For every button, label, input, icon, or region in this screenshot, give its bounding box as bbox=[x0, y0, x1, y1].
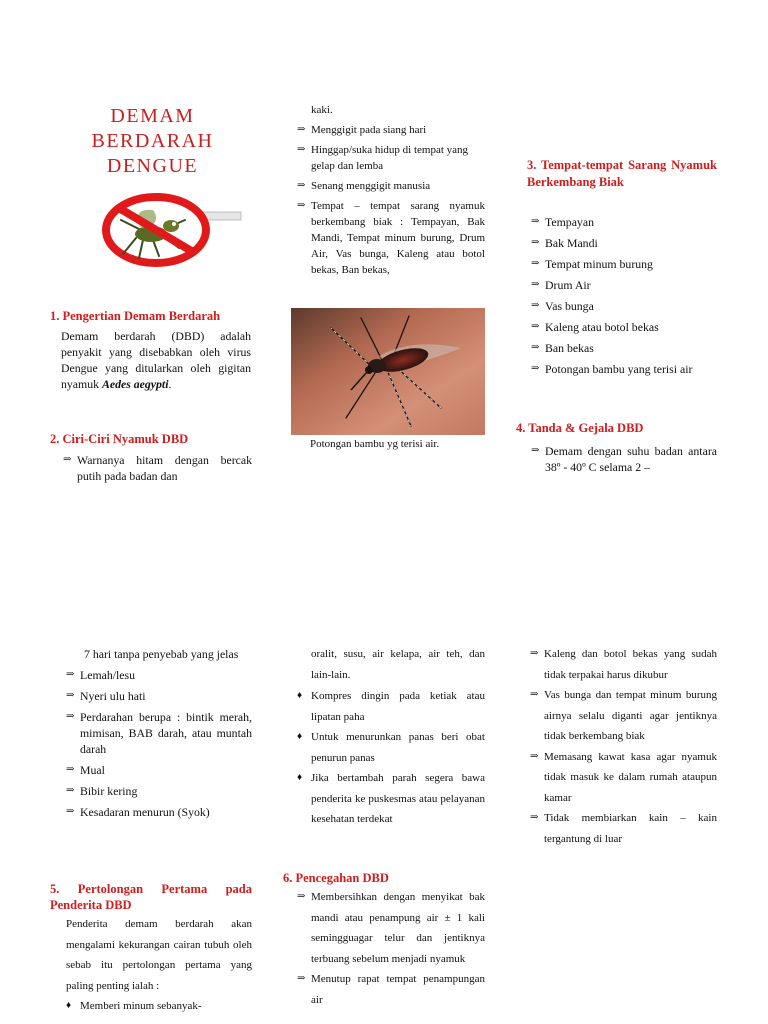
gejala-list-continued bbox=[66, 646, 252, 820]
arrow-icon: ⇒ bbox=[66, 764, 75, 775]
list-item: ⇒ Demam dengan suhu badan antara 38º - 40º C selama 2 – bbox=[531, 444, 717, 474]
list-gejala-top bbox=[531, 443, 717, 475]
ciri-list-continued bbox=[297, 102, 485, 278]
arrow-icon: ⇒ bbox=[530, 812, 539, 823]
section-heading-tempat: 3. Tempat-tempat Sarang Nyamuk Berkembang Biak bbox=[527, 158, 717, 189]
photo-caption: Potongan bambu yg terisi air. bbox=[310, 438, 440, 450]
section-body-pertolongan: Penderita demam berdarah akan mengalami kekurangan cairan tubuh oleh sebab itu pertolongan pertama yang paling penting ialah : bbox=[66, 918, 252, 992]
list-item: ⇒ Bibir kering bbox=[66, 784, 138, 798]
arrow-icon: ⇒ bbox=[531, 258, 540, 269]
list-item: ⇒ Menutup rapat tempat penampungan air bbox=[297, 969, 485, 1010]
list-item: ⇒ Tempat minum burung bbox=[531, 257, 653, 271]
section-heading-pengertian: 1. Pengertian Demam Berdarah bbox=[50, 309, 221, 323]
section-body-pengertian: Demam berdarah (DBD) adalah penyakit yang disebabkan oleh virus Dengue yang ditularkan oleh gigitan nyamuk Aedes aegypti. bbox=[61, 329, 251, 391]
arrow-icon: ⇒ bbox=[66, 785, 75, 796]
arrow-icon: ⇒ bbox=[531, 363, 540, 374]
list-item: ⇒ Mual bbox=[66, 763, 105, 777]
list-item: ⇒ Vas bunga dan tempat minum burung airnya selalu diganti agar jentiknya tidak berkembang biak bbox=[530, 685, 717, 747]
list-item: ⇒ Potongan bambu yang terisi air bbox=[531, 362, 693, 376]
list-item: ⇒ Warnanya hitam dengan bercak putih pada badan dan bbox=[63, 453, 252, 483]
section-heading-pertolongan: 5. Pertolongan Pertama pada Penderita DBD bbox=[50, 882, 252, 912]
list-continuation: oralit, susu, air kelapa, air teh, dan lain-lain. bbox=[311, 648, 485, 681]
list-pencegahan bbox=[297, 887, 485, 1010]
list-continuation: 7 hari tanpa penyebab yang jelas bbox=[84, 647, 239, 661]
diamond-icon: ♦ bbox=[297, 731, 303, 742]
arrow-icon: ⇒ bbox=[297, 973, 306, 984]
list-ciri-top bbox=[63, 452, 252, 484]
arrow-icon: ⇒ bbox=[531, 300, 540, 311]
list-item: ⇒ Bak Mandi bbox=[531, 236, 598, 250]
arrow-icon: ⇒ bbox=[297, 200, 306, 211]
list-item: ⇒ Memasang kawat kasa agar nyamuk tidak masuk ke dalam rumah ataupun kamar bbox=[530, 747, 717, 809]
arrow-icon: ⇒ bbox=[297, 144, 306, 155]
arrow-icon: ⇒ bbox=[531, 216, 540, 227]
list-tempat bbox=[531, 214, 717, 377]
pertolongan-list-continued bbox=[297, 644, 485, 830]
list-item: ♦ Jika bertambah parah segera bawa penderita ke puskesmas atau pelayanan kesehatan terdekat bbox=[297, 768, 485, 830]
list-item: ⇒ Perdarahan berupa : bintik merah, mimisan, BAB darah, atau muntah darah bbox=[66, 710, 252, 756]
arrow-icon: ⇒ bbox=[531, 279, 540, 290]
species-name: Aedes aegypti bbox=[101, 377, 169, 391]
arrow-icon: ⇒ bbox=[531, 321, 540, 332]
arrow-icon: ⇒ bbox=[297, 180, 306, 191]
arrow-icon: ⇒ bbox=[530, 689, 539, 700]
arrow-icon: ⇒ bbox=[66, 690, 75, 701]
pencegahan-list-continued bbox=[530, 644, 717, 849]
no-mosquito-icon bbox=[81, 190, 246, 268]
arrow-icon: ⇒ bbox=[297, 124, 306, 135]
page-title: DEMAM BERDARAH DENGUE bbox=[91, 105, 214, 177]
arrow-icon: ⇒ bbox=[531, 445, 540, 456]
mosquito-photo bbox=[291, 308, 485, 435]
list-item: ⇒ Vas bunga bbox=[531, 299, 594, 313]
section-heading-gejala: 4. Tanda & Gejala DBD bbox=[516, 421, 644, 435]
list-item: ⇒ Senang menggigit manusia bbox=[297, 180, 431, 192]
list-item: ♦ Untuk menurunkan panas beri obat penurun panas bbox=[297, 727, 485, 768]
diamond-icon: ♦ bbox=[66, 1000, 72, 1011]
list-item: ⇒ Ban bekas bbox=[531, 341, 594, 355]
arrow-icon: ⇒ bbox=[530, 648, 539, 659]
arrow-icon: ⇒ bbox=[66, 806, 75, 817]
list-item: ⇒ Kaleng dan botol bekas yang sudah tidak terpakai harus dikubur bbox=[530, 644, 717, 685]
arrow-icon: ⇒ bbox=[530, 750, 539, 762]
list-item: ⇒ Drum Air bbox=[531, 278, 591, 292]
arrow-icon: ⇒ bbox=[297, 891, 306, 902]
list-item: ♦ Memberi minum sebanyak- bbox=[66, 996, 252, 1017]
list-item: ⇒ Nyeri ulu hati bbox=[66, 689, 146, 703]
arrow-icon: ⇒ bbox=[63, 454, 72, 465]
list-item: ⇒ Tempayan bbox=[531, 215, 594, 229]
list-continuation: kaki. bbox=[311, 104, 333, 116]
list-item: ⇒ Membersihkan dengan menyikat bak mandi atau penampung air ± 1 kali semingguagar telur dan jentiknya terbuang sebelum menjadi nyamuk bbox=[297, 887, 485, 969]
list-item: ⇒ Hinggap/suka hidup di tempat yang gelap dan lemba bbox=[297, 144, 469, 172]
list-item: ⇒ Lemah/lesu bbox=[66, 668, 136, 682]
section-heading-pencegahan: 6. Pencegahan DBD bbox=[283, 871, 389, 885]
section-heading-ciri: 2. Ciri-Ciri Nyamuk DBD bbox=[50, 432, 189, 446]
arrow-icon: ⇒ bbox=[66, 669, 75, 680]
arrow-icon: ⇒ bbox=[531, 342, 540, 353]
list-item: ⇒ Tempat – tempat sarang nyamuk berkembang biak : Tempayan, Bak Mandi, Tempat minum burung, Drum Air, Vas bunga, Kaleng atau botol bekas, Ban bekas, bbox=[297, 200, 485, 276]
diamond-icon: ♦ bbox=[297, 690, 303, 701]
arrow-icon: ⇒ bbox=[531, 237, 540, 248]
list-pertolongan-top bbox=[66, 996, 252, 1017]
list-item: ♦ Kompres dingin pada ketiak atau lipatan paha bbox=[297, 686, 485, 727]
list-item: ⇒ Kaleng atau botol bekas bbox=[531, 320, 659, 334]
list-item: ⇒ Kesadaran menurun (Syok) bbox=[66, 805, 210, 819]
arrow-icon: ⇒ bbox=[66, 711, 75, 722]
list-item: ⇒ Menggigit pada siang hari bbox=[297, 124, 427, 136]
list-item: ⇒ Tidak membiarkan kain – kain tergantung di luar bbox=[530, 808, 717, 849]
diamond-icon: ♦ bbox=[297, 772, 303, 783]
